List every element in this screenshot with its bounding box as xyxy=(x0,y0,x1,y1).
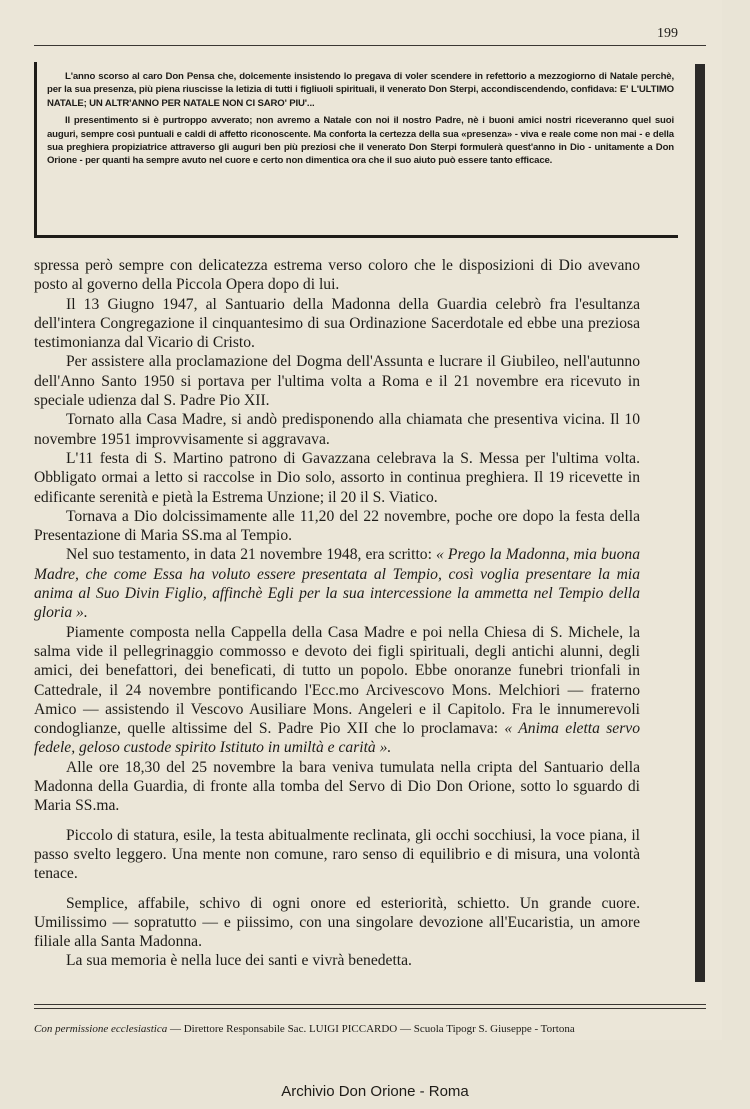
colophon-permission: Con permissione ecclesiastica xyxy=(34,1023,168,1035)
notice-paragraph: Il presentimento si è purtroppo avverato; non avremo a Natale con noi il nostro Padre, nè i buoni amici nostri riceveranno quel suoi auguri, sempre così puntuali e caldi di affetto riconoscente. Ma conforta la certezza della sua «presenza» - viva e reale come non mai - e della sua preghiera propiziatrice attraverso gli auguri ben più preziosi che il venerato Don Sterpi formulerà quest'anno in Dio - unitamente a Don Orione - per quanti ha sempre avuto nel cuore e certo non dimentica ora che il suo aiuto può essere tanto efficace. xyxy=(47,115,674,167)
top-divider xyxy=(34,45,706,46)
archive-caption: Archivio Don Orione - Roma xyxy=(281,1083,469,1100)
page-number: 199 xyxy=(657,26,678,41)
paragraph: L'11 festa di S. Martino patrono di Gavazzana celebrava la S. Messa per l'ultima volta. Obbligato ormai a letto si raccolse in Dio solo, assorto in continua preghiera. Il 19 ricevette in edificante serenità e pietà la Estrema Unzione; il 20 il S. Viatico. xyxy=(34,449,640,506)
colophon-text: — Direttore Responsabile Sac. LUIGI PICCARDO — Scuola Tipogr S. Giuseppe - Tortona xyxy=(167,1023,575,1035)
funeral-lead: Piamente composta nella Cappella della Casa Madre e poi nella Chiesa di S. Michele, la salma vide il pellegrinaggio commosso e devoto dei figli spirituali, degli antichi alunni, degli amici, dei benefattori, dei beneficati, di tutto un popolo. Ebbe onoranze funebri trionfali in Cattedrale, il 24 novembre pontificando l'Ecc.mo Arcivescovo Mons. Melchiori — fraterno Amico — assistendo il Vescovo Ausiliare Mons. Angeleri e il Capitolo. Fra le innumerevoli condoglianze, quelle altissime del S. Padre Pio XII che lo proclamava: xyxy=(34,623,640,738)
paragraph: La sua memoria è nella luce dei santi e vivrà benedetta. xyxy=(66,952,412,970)
paragraph: Tornava a Dio dolcissimamente alle 11,20 del 22 novembre, poche ore dopo la festa della Presentazione di Maria SS.ma al Tempio. xyxy=(34,507,640,545)
colophon xyxy=(34,1023,714,1035)
notice-paragraph: L'anno scorso al caro Don Pensa che, dolcemente insistendo lo pregava di voler scendere in refettorio a mezzogiorno di Natale perchè, per la sua presenza, più piena riuscisse la letizia di tutti i figliuoli spirituali, il venerato Don Sterpi, accondiscendendo, confidava: E' L'ULTIMO NATALE; UN ALTR'ANNO PER NATALE NON CI SARO' PIU'... xyxy=(47,71,674,109)
footer-divider xyxy=(34,1004,706,1005)
paragraph: spressa però sempre con delicatezza estrema verso coloro che le disposizioni di Dio avevano posto al governo della Piccola Opera dopo di lui. xyxy=(34,257,640,294)
paragraph: Alle ore 18,30 del 25 novembre la bara veniva tumulata nella cripta del Santuario della Madonna della Guardia, di fronte alla tomba del Servo di Dio Don Orione, sotto lo sguardo di Maria SS.ma. xyxy=(34,758,640,815)
testament-quote: « Prego la Madonna, mia buona Madre, che come Essa ha voluto essere presentata al Tempio, così voglia presentare la mia anima al Suo Divin Figlio, affinchè Egli per la sua intercessione la ammetta nel Tempio della gloria ». xyxy=(34,546,640,622)
pope-quote: « Anima eletta servo fedele, geloso custode spirito Istituto in umiltà e carità ». xyxy=(34,720,641,757)
paragraph: Piccolo di statura, esile, la testa abitualmente reclinata, gli occhi socchiusi, la voce piana, il passo svelto leggero. Una mente non comune, raro senso di equilibrio e di misura, una volontà tenace. xyxy=(34,826,640,883)
paragraph-funeral xyxy=(34,623,640,758)
paragraph: Per assistere alla proclamazione del Dogma dell'Assunta e lucrare il Giubileo, nell'autunno dell'Anno Santo 1950 si portava per l'ultima volta a Roma e il 21 novembre era ricevuto in speciale udienza dal S. Padre Pio XII. xyxy=(34,353,640,410)
paragraph: Tornato alla Casa Madre, si andò predisponendo alla chiamata che presentiva vicina. Il 10 novembre 1951 improvvisamente si aggravava. xyxy=(34,411,640,448)
side-bar xyxy=(695,64,705,982)
paragraph-testament xyxy=(34,545,640,622)
paragraph: Il 13 Giugno 1947, al Santuario della Madonna della Guardia celebrò fra l'esultanza dell'intera Congregazione il cinquantesimo di sua Ordinazione Sacerdotale ed ebbe una preziosa testimonianza dal Vicario di Cristo. xyxy=(34,295,640,352)
paragraph: Semplice, affabile, schivo di ogni onore ed esteriorità, schietto. Un grande cuore. Umilissimo — sopratutto — e piissimo, con una singolare devozione all'Eucaristia, un amore filiale alla Santa Madonna. xyxy=(34,894,640,951)
article-body xyxy=(34,256,640,971)
boxed-notice xyxy=(34,62,678,238)
testament-lead: Nel suo testamento, in data 21 novembre 1948, era scritto: xyxy=(66,546,437,564)
footer-divider xyxy=(34,1008,706,1009)
